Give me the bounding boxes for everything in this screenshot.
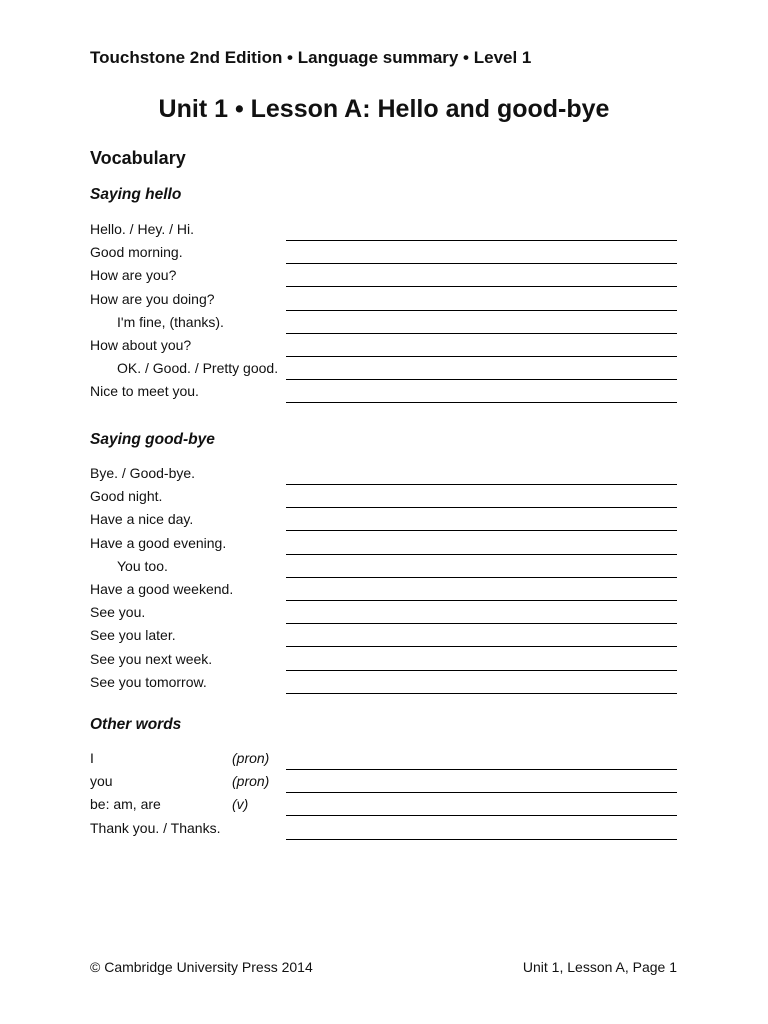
answer-write-line — [286, 769, 677, 770]
vocab-phrase: I'm fine, (thanks). — [117, 313, 224, 330]
answer-write-line — [286, 240, 677, 241]
vocab-row — [0, 464, 768, 487]
answer-write-line — [286, 839, 677, 840]
vocab-row — [0, 243, 768, 266]
vocab-row — [0, 795, 768, 818]
answer-write-line — [286, 379, 677, 380]
answer-write-line — [286, 263, 677, 264]
vocab-row — [0, 359, 768, 382]
vocab-phrase: OK. / Good. / Pretty good. — [117, 360, 279, 377]
vocab-row — [0, 382, 768, 405]
vocab-phrase: See you tomorrow. — [90, 673, 207, 690]
vocab-phrase: Hello. / Hey. / Hi. — [90, 221, 194, 237]
vocabulary-heading: Vocabulary — [90, 148, 186, 168]
vocab-row — [0, 749, 768, 772]
page-reference-footer: Unit 1, Lesson A, Page 1 — [522, 959, 677, 975]
vocab-phrase: Thank you. / Thanks. — [90, 819, 221, 836]
vocab-phrase: Good night. — [90, 488, 163, 505]
vocab-row — [0, 819, 768, 842]
vocab-phrase: be: am, are — [90, 796, 161, 813]
vocab-phrase: Have a good evening. — [90, 534, 227, 551]
answer-write-line — [286, 792, 677, 793]
vocab-phrase: How are you doing? — [90, 290, 215, 307]
answer-write-line — [286, 333, 677, 334]
answer-write-line — [286, 693, 677, 694]
vocab-phrase: How about you? — [90, 337, 192, 353]
unit-title: Unit 1 • Lesson A: Hello and good-bye — [158, 95, 610, 123]
vocab-phrase: You too. — [117, 557, 168, 574]
answer-write-line — [286, 530, 677, 531]
answer-write-line — [286, 356, 677, 357]
other-words-heading: Other words — [90, 716, 182, 733]
vocab-row — [0, 487, 768, 510]
vocab-row — [0, 510, 768, 533]
vocab-phrase: Have a nice day. — [90, 511, 194, 528]
vocab-phrase: How are you? — [90, 267, 177, 284]
vocab-row — [0, 603, 768, 626]
vocab-phrase: Bye. / Good-bye. — [90, 465, 196, 481]
answer-write-line — [286, 554, 677, 555]
vocab-phrase: Nice to meet you. — [90, 383, 199, 400]
vocab-row — [0, 313, 768, 336]
answer-write-line — [286, 507, 677, 508]
vocab-phrase: Have a good weekend. — [90, 581, 234, 597]
vocab-row — [0, 557, 768, 580]
vocab-row — [0, 534, 768, 557]
vocab-row — [0, 266, 768, 289]
answer-write-line — [286, 577, 677, 578]
answer-write-line — [286, 600, 677, 601]
vocab-row — [0, 772, 768, 795]
answer-write-line — [286, 402, 677, 403]
answer-write-line — [286, 646, 677, 647]
vocab-phrase: See you later. — [90, 627, 176, 644]
vocab-phrase: See you next week. — [90, 650, 213, 667]
copyright-footer: © Cambridge University Press 2014 — [90, 959, 313, 975]
answer-write-line — [286, 310, 677, 311]
vocab-row — [0, 673, 768, 696]
saying-hello-heading: Saying hello — [90, 186, 182, 203]
series-header: Touchstone 2nd Edition • Language summary • Level 1 — [90, 48, 532, 67]
vocab-phrase: See you. — [90, 604, 146, 621]
part-of-speech: (v) — [232, 796, 249, 813]
vocab-row — [0, 336, 768, 359]
vocab-row — [0, 220, 768, 243]
answer-write-line — [286, 286, 677, 287]
vocab-phrase: you — [90, 773, 113, 790]
vocab-row — [0, 290, 768, 313]
part-of-speech: (pron) — [232, 750, 270, 766]
vocab-phrase: I — [90, 750, 94, 766]
part-of-speech: (pron) — [232, 773, 270, 790]
vocab-row — [0, 580, 768, 603]
vocab-row — [0, 626, 768, 649]
answer-write-line — [286, 484, 677, 485]
saying-goodbye-heading: Saying good-bye — [90, 431, 215, 448]
vocab-row — [0, 650, 768, 673]
answer-write-line — [286, 623, 677, 624]
answer-write-line — [286, 815, 677, 816]
answer-write-line — [286, 670, 677, 671]
vocab-phrase: Good morning. — [90, 244, 183, 261]
